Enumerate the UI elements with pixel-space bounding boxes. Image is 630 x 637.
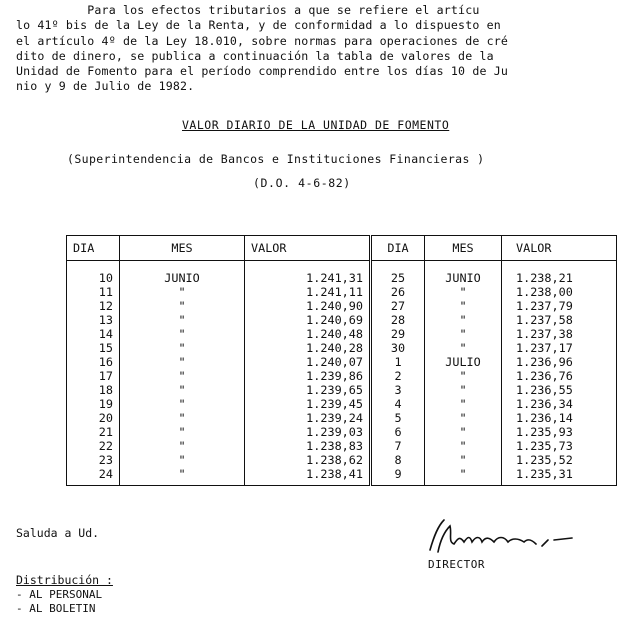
table-row bbox=[67, 271, 617, 285]
table-body bbox=[67, 261, 617, 486]
cell-dia-2: 9 bbox=[371, 467, 425, 486]
cell-mes-2: " bbox=[425, 467, 502, 486]
cell-valor-2: 1.237,38 bbox=[502, 327, 617, 341]
table-row bbox=[67, 439, 617, 453]
header-valor: VALOR bbox=[245, 236, 371, 261]
cell-mes-2: " bbox=[425, 411, 502, 425]
cell-valor-2: 1.236,34 bbox=[502, 397, 617, 411]
cell-dia-2: 4 bbox=[371, 397, 425, 411]
cell-valor-2: 1.236,55 bbox=[502, 383, 617, 397]
header-mes-2: MES bbox=[425, 236, 502, 261]
cell-mes: " bbox=[120, 285, 245, 299]
cell-valor-2: 1.236,14 bbox=[502, 411, 617, 425]
cell-mes-2: " bbox=[425, 453, 502, 467]
cell-dia-2: 3 bbox=[371, 383, 425, 397]
cell-valor: 1.238,83 bbox=[245, 439, 371, 453]
cell-dia: 20 bbox=[67, 411, 120, 425]
cell-mes-2: " bbox=[425, 327, 502, 341]
cell-valor-2: 1.235,52 bbox=[502, 453, 617, 467]
distribution-title: Distribución : bbox=[16, 573, 113, 587]
cell-dia-2: 1 bbox=[371, 355, 425, 369]
cell-mes: " bbox=[120, 313, 245, 327]
cell-dia-2: 5 bbox=[371, 411, 425, 425]
table-row bbox=[67, 383, 617, 397]
table-row bbox=[67, 341, 617, 355]
uf-values-table bbox=[66, 235, 617, 486]
cell-mes: " bbox=[120, 425, 245, 439]
cell-dia: 23 bbox=[67, 453, 120, 467]
cell-dia-2: 30 bbox=[371, 341, 425, 355]
cell-valor-2: 1.238,00 bbox=[502, 285, 617, 299]
cell-mes: " bbox=[120, 411, 245, 425]
cell-dia-2: 29 bbox=[371, 327, 425, 341]
cell-mes: " bbox=[120, 439, 245, 453]
signatory-title: DIRECTOR bbox=[428, 558, 485, 571]
table-row bbox=[67, 313, 617, 327]
cell-valor: 1.240,48 bbox=[245, 327, 371, 341]
cell-dia: 17 bbox=[67, 369, 120, 383]
cell-dia: 21 bbox=[67, 425, 120, 439]
cell-mes-2: " bbox=[425, 299, 502, 313]
cell-mes: " bbox=[120, 397, 245, 411]
header-dia-2: DIA bbox=[371, 236, 425, 261]
cell-valor-2: 1.236,76 bbox=[502, 369, 617, 383]
cell-mes-2: " bbox=[425, 285, 502, 299]
header-dia: DIA bbox=[67, 236, 120, 261]
closing-salutation: Saluda a Ud. bbox=[16, 526, 100, 540]
cell-dia-2: 25 bbox=[371, 271, 425, 285]
cell-valor-2: 1.236,96 bbox=[502, 355, 617, 369]
cell-mes-2: " bbox=[425, 341, 502, 355]
table-row bbox=[67, 397, 617, 411]
cell-valor: 1.239,45 bbox=[245, 397, 371, 411]
table-header-row bbox=[67, 236, 617, 261]
cell-valor-2: 1.235,73 bbox=[502, 439, 617, 453]
cell-dia-2: 2 bbox=[371, 369, 425, 383]
cell-dia-2: 26 bbox=[371, 285, 425, 299]
cell-dia: 22 bbox=[67, 439, 120, 453]
cell-mes-2: " bbox=[425, 313, 502, 327]
table-row bbox=[67, 327, 617, 341]
cell-valor: 1.239,03 bbox=[245, 425, 371, 439]
cell-valor-2: 1.237,17 bbox=[502, 341, 617, 355]
cell-dia: 19 bbox=[67, 397, 120, 411]
table-row bbox=[67, 467, 617, 486]
official-gazette-ref: (D.O. 4-6-82) bbox=[253, 176, 351, 190]
cell-mes: " bbox=[120, 341, 245, 355]
intro-paragraph bbox=[16, 3, 616, 95]
distribution-list bbox=[16, 588, 102, 616]
table-row bbox=[67, 285, 617, 299]
distribution-item: - AL BOLETIN bbox=[16, 602, 96, 615]
table-row bbox=[67, 299, 617, 313]
cell-valor: 1.239,86 bbox=[245, 369, 371, 383]
cell-mes: " bbox=[120, 453, 245, 467]
table-row bbox=[67, 369, 617, 383]
header-mes: MES bbox=[120, 236, 245, 261]
cell-valor: 1.238,41 bbox=[245, 467, 371, 486]
cell-valor-2: 1.235,31 bbox=[502, 467, 617, 486]
cell-valor: 1.238,62 bbox=[245, 453, 371, 467]
cell-dia-2: 8 bbox=[371, 453, 425, 467]
intro-line: el artículo 4º de la Ley 18.010, sobre normas para operaciones de cré bbox=[16, 33, 508, 48]
cell-dia-2: 7 bbox=[371, 439, 425, 453]
cell-mes: JUNIO bbox=[120, 271, 245, 285]
cell-mes: " bbox=[120, 467, 245, 486]
table-row bbox=[67, 411, 617, 425]
cell-valor: 1.240,90 bbox=[245, 299, 371, 313]
cell-mes-2: " bbox=[425, 383, 502, 397]
cell-mes-2: " bbox=[425, 425, 502, 439]
cell-dia: 13 bbox=[67, 313, 120, 327]
intro-line: Para los efectos tributarios a que se refiere el artícu bbox=[16, 3, 480, 17]
cell-dia: 18 bbox=[67, 383, 120, 397]
cell-valor: 1.241,31 bbox=[245, 271, 371, 285]
cell-dia: 16 bbox=[67, 355, 120, 369]
cell-dia: 12 bbox=[67, 299, 120, 313]
table-row bbox=[67, 425, 617, 439]
cell-valor: 1.240,69 bbox=[245, 313, 371, 327]
cell-mes: " bbox=[120, 299, 245, 313]
intro-line: lo 41º bis de la Ley de la Renta, y de conformidad a lo dispuesto en bbox=[16, 18, 501, 33]
cell-dia-2: 27 bbox=[371, 299, 425, 313]
cell-dia-2: 6 bbox=[371, 425, 425, 439]
cell-valor-2: 1.237,58 bbox=[502, 313, 617, 327]
cell-valor-2: 1.238,21 bbox=[502, 271, 617, 285]
cell-mes: " bbox=[120, 383, 245, 397]
cell-mes: " bbox=[120, 369, 245, 383]
cell-valor: 1.241,11 bbox=[245, 285, 371, 299]
cell-valor: 1.240,07 bbox=[245, 355, 371, 369]
cell-valor-2: 1.237,79 bbox=[502, 299, 617, 313]
table-row bbox=[67, 355, 617, 369]
cell-dia-2: 28 bbox=[371, 313, 425, 327]
intro-line: dito de dinero, se publica a continuación la tabla de valores de la bbox=[16, 48, 494, 63]
cell-mes: " bbox=[120, 327, 245, 341]
cell-mes-2: JULIO bbox=[425, 355, 502, 369]
table-row bbox=[67, 453, 617, 467]
signature-image bbox=[424, 512, 574, 556]
cell-dia: 14 bbox=[67, 327, 120, 341]
document-title: VALOR DIARIO DE LA UNIDAD DE FOMENTO bbox=[182, 118, 450, 132]
cell-mes-2: " bbox=[425, 397, 502, 411]
intro-line: Unidad de Fomento para el período comprendido entre los días 10 de Ju bbox=[16, 64, 508, 79]
cell-valor-2: 1.235,93 bbox=[502, 425, 617, 439]
cell-valor: 1.239,65 bbox=[245, 383, 371, 397]
intro-line: nio y 9 de Julio de 1982. bbox=[16, 79, 195, 94]
cell-dia: 15 bbox=[67, 341, 120, 355]
cell-mes-2: " bbox=[425, 369, 502, 383]
source-line: (Superintendencia de Bancos e Instituciones Financieras ) bbox=[67, 152, 485, 166]
cell-dia: 10 bbox=[67, 271, 120, 285]
spacer-row bbox=[67, 261, 617, 272]
cell-dia: 24 bbox=[67, 467, 120, 486]
cell-mes-2: " bbox=[425, 439, 502, 453]
header-valor-2: VALOR bbox=[502, 236, 617, 261]
cell-valor: 1.239,24 bbox=[245, 411, 371, 425]
cell-mes-2: JUNIO bbox=[425, 271, 502, 285]
cell-mes: " bbox=[120, 355, 245, 369]
distribution-item: - AL PERSONAL bbox=[16, 588, 103, 601]
cell-valor: 1.240,28 bbox=[245, 341, 371, 355]
cell-dia: 11 bbox=[67, 285, 120, 299]
